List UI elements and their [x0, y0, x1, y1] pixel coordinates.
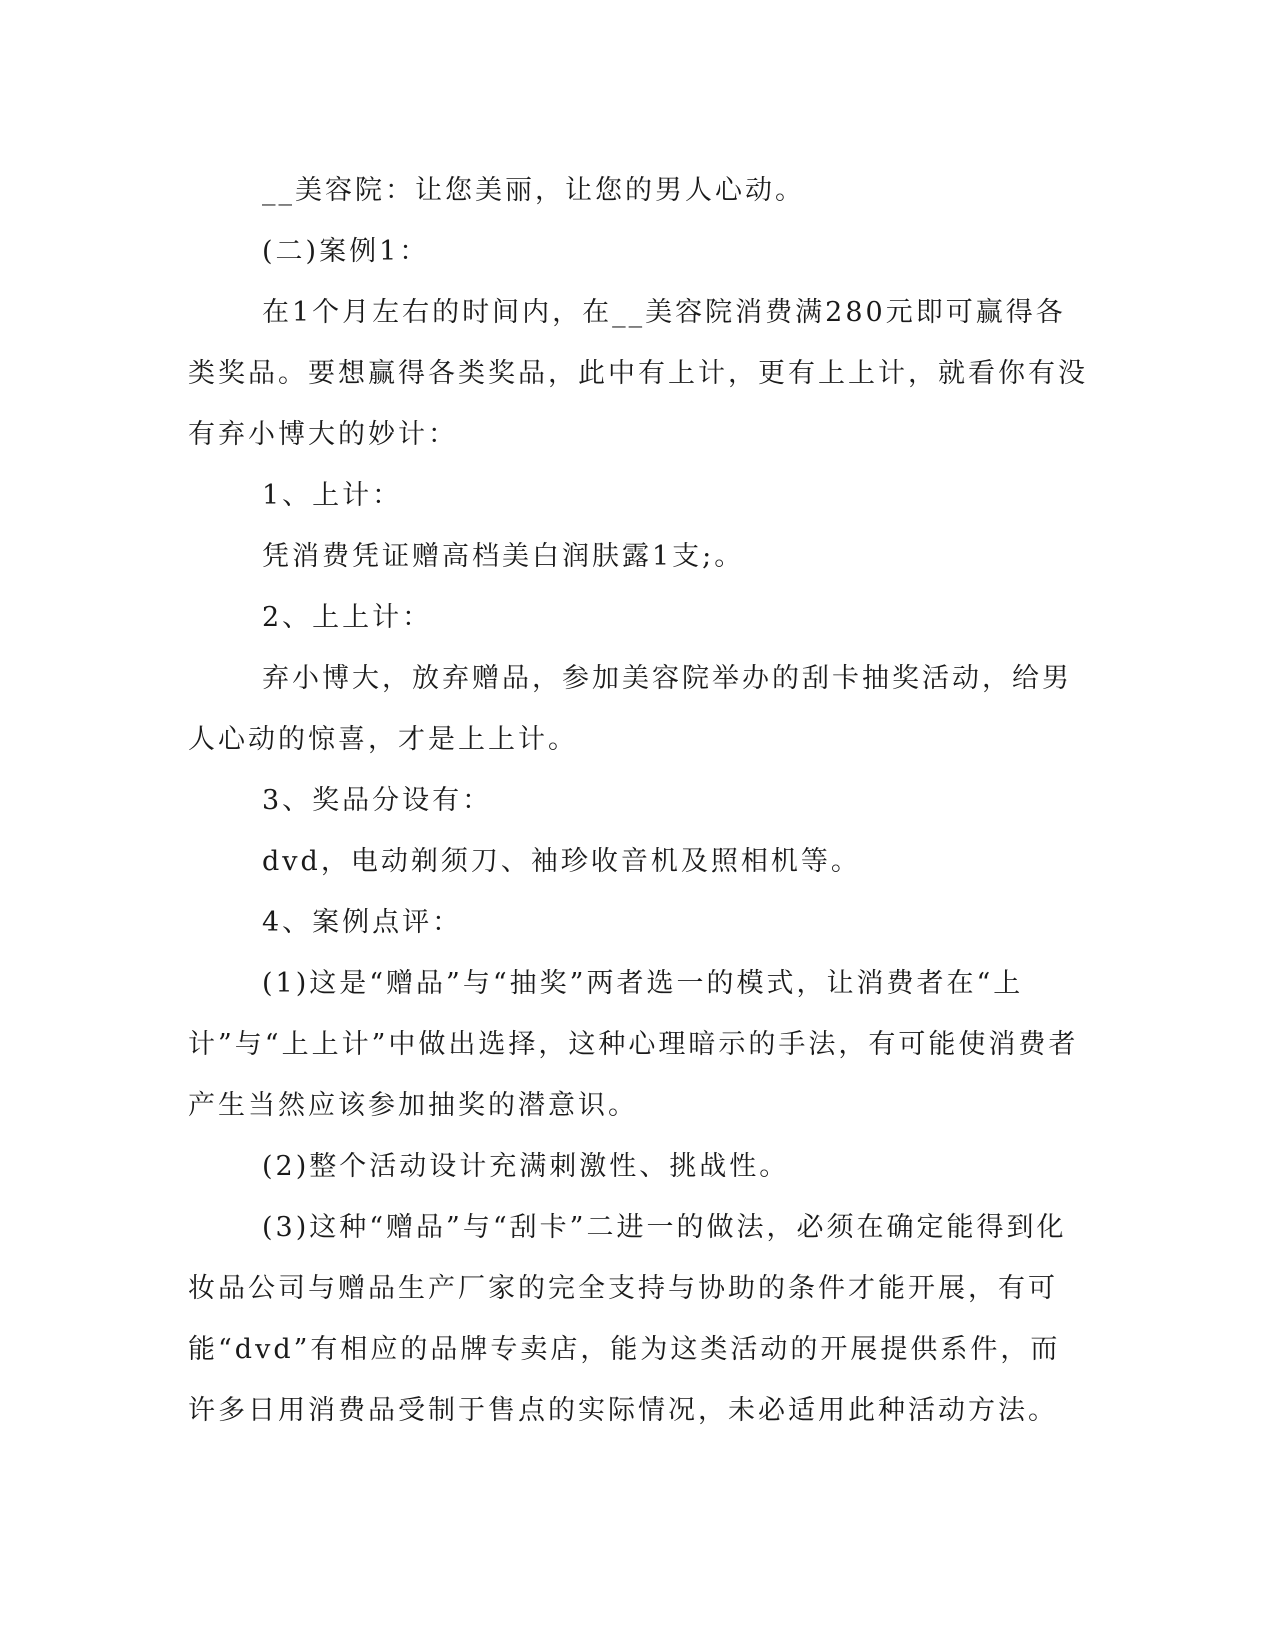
paragraph-review-1: (1)这是“赠品”与“抽奖”两者选一的模式，让消费者在“上计”与“上上计”中做出选择，这种心理暗示的手法，有可能使消费者产生当然应该参加抽奖的潜意识。: [188, 968, 1079, 1121]
paragraph-item-2-body: 弃小博大，放弃赠品，参加美容院举办的刮卡抽奖活动，给男人心动的惊喜，才是上上计。: [188, 663, 1072, 755]
paragraph-item-2-heading: 2、上上计：: [262, 602, 433, 633]
document-body: [188, 160, 1088, 1441]
paragraph-item-4-heading: 4、案例点评：: [262, 907, 463, 938]
paragraph-slogan: __美容院：让您美丽，让您的男人心动。: [262, 175, 805, 206]
paragraph-item-3-body: dvd，电动剃须刀、袖珍收音机及照相机等。: [262, 846, 861, 877]
paragraph-case-heading: (二)案例1：: [262, 236, 430, 267]
paragraph-item-1-heading: 1、上计：: [262, 480, 403, 511]
paragraph-review-3: (3)这种“赠品”与“刮卡”二进一的做法，必须在确定能得到化妆品公司与赠品生产厂家的完全支持与协助的条件才能开展，有可能“dvd”有相应的品牌专卖店，能为这类活动的开展提供系件，而许多日用消费品受制于售点的实际情况，未必适用此种活动方法。: [188, 1212, 1067, 1426]
paragraph-review-2: (2)整个活动设计充满刺激性、挑战性。: [262, 1151, 790, 1182]
paragraph-case-intro: 在1个月左右的时间内，在__美容院消费满280元即可赢得各类奖品。要想赢得各类奖品，此中有上计，更有上上计，就看你有没有弃小博大的妙计：: [188, 297, 1088, 450]
paragraph-item-3-heading: 3、奖品分设有：: [262, 785, 493, 816]
paragraph-item-1-body: 凭消费凭证赠高档美白润肤露1支;。: [262, 541, 745, 572]
